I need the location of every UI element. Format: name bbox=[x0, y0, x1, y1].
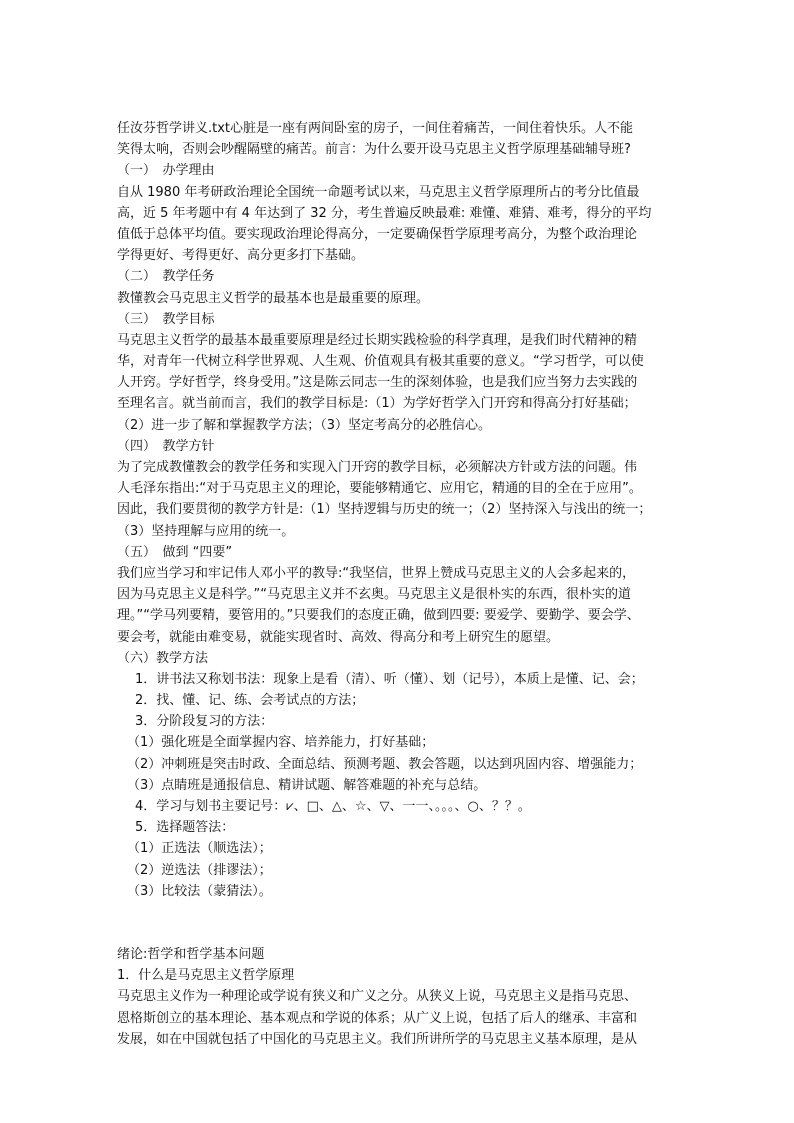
text-line: 理。”“学马列要精，要管用的。”只要我们的态度正确，做到四要: 要爱学、要勤学、要会学、 bbox=[117, 608, 640, 624]
text-line: 马克思主义作为一种理论或学说有狭义和广义之分。从狭义上说，马克思主义是指马克思、 bbox=[117, 989, 638, 1005]
blank-gap bbox=[117, 902, 679, 944]
list-item: 5．选择题答法： bbox=[135, 820, 235, 836]
intro-paragraph bbox=[117, 118, 679, 160]
section-heading: （五） 做到 “四要” bbox=[117, 544, 233, 560]
text-line: 发展，如在中国就包括了中国化的马克思主义。我们所讲所学的马克思主义基本原理，是从 bbox=[117, 1031, 638, 1047]
text-line: 因此，我们要贯彻的教学方针是:（1）坚持逻辑与历史的统一；（2）坚持深入与浅出的统一； bbox=[117, 502, 652, 518]
list-item: （1）强化班是全面掌握内容、培养能力，打好基础； bbox=[127, 735, 435, 751]
section-heading: （四） 教学方针 bbox=[117, 438, 215, 454]
list-item: （2）冲刺班是突击时政、全面总结、预测考题、教会答题，以达到巩固内容、增强能力； bbox=[127, 756, 643, 772]
text-line: 要会考，就能由难变易，就能实现省时、高效、得高分和考上研究生的愿望。 bbox=[117, 629, 560, 645]
section-heading: （三） 教学目标 bbox=[117, 311, 215, 327]
text-line: 值低于总体平均值。要实现政治理论得高分，一定要确保哲学原理考高分，为整个政治理论 bbox=[117, 226, 638, 242]
list-item: （3）比较法（蒙猜法）。 bbox=[127, 883, 272, 899]
text-line: 任汝芬哲学讲义.txt心脏是一座有两间卧室的房子，一间住着痛苦，一间住着快乐。人不能 bbox=[117, 121, 634, 136]
text-line: 我们应当学习和牢记伟人邓小平的教导:“我坚信，世界上赞成马克思主义的人会多起来的， bbox=[117, 565, 636, 581]
section-heading: （六）教学方法 bbox=[117, 650, 209, 666]
list-item: 4．学习与划书主要记号：⩗、□、△、☆、▽、一一、。。。、○、？？。 bbox=[135, 799, 531, 814]
text-line: 因为马克思主义是科学。”“马克思主义并不玄奥。马克思主义是很朴实的东西，很朴实的道 bbox=[117, 587, 631, 603]
text-line: 华，对青年一代树立科学世界观、人生观、价值观具有极其重要的意义。“学习哲学，可以使 bbox=[117, 354, 644, 370]
section-policy bbox=[117, 436, 679, 542]
text-line: 为了完成教懂教会的教学任务和实现入门开窍的教学目标，必须解决方针或方法的问题。伟 bbox=[117, 460, 638, 475]
section-task bbox=[117, 266, 679, 308]
section-introduction bbox=[117, 944, 679, 1050]
section-methods bbox=[117, 648, 679, 902]
list-item: （3）点睛班是通报信息、精讲试题、解答难题的补充与总结。 bbox=[127, 777, 487, 793]
text-line: 恩格斯创立的基本理论、基本观点和学说的体系；从广义上说，包括了后人的继承、丰富和 bbox=[117, 1010, 638, 1026]
text-line: 人毛泽东指出:“对于马克思主义的理论，要能够精通它、应用它，精通的目的全在于应用”。 bbox=[117, 481, 642, 497]
text-line: 笑得太响，否则会吵醒隔壁的痛苦。前言：为什么要开设马克思主义哲学原理基础辅导班? bbox=[117, 142, 631, 158]
text-line: （2）进一步了解和掌握教学方法；（3）坚定考高分的必胜信心。 bbox=[117, 417, 492, 433]
list-item: 2．找、懂、记、练、会考试点的方法； bbox=[135, 693, 365, 709]
text-line: 学得更好、考得更好、高分更多打下基础。 bbox=[117, 248, 365, 264]
section-heading: （二） 教学任务 bbox=[117, 269, 215, 285]
text-line: 自从 1980 年考研政治理论全国统一命题考试以来，马克思主义哲学原理所占的考分比值最 bbox=[117, 184, 640, 200]
text-line: 马克思主义哲学的最基本最重要原理是经过长期实践检验的科学真理，是我们时代精神的精 bbox=[117, 332, 638, 348]
text-line: 教懂教会马克思主义哲学的最基本也是最重要的原理。 bbox=[117, 290, 430, 306]
text-line: 至理名言。就当前而言，我们的教学目标是:（1）为学好哲学入门开窍和得高分打好基础； bbox=[117, 396, 637, 412]
section-heading: 1．什么是马克思主义哲学原理 bbox=[117, 968, 295, 984]
section-reason bbox=[117, 160, 679, 266]
list-item: （2）逆选法（排谬法）； bbox=[127, 862, 272, 878]
list-item: 3．分阶段复习的方法： bbox=[135, 714, 274, 730]
chapter-title: 绪论:哲学和哲学基本问题 bbox=[117, 946, 265, 962]
text-line: 高，近 5 年考题中有 4 年达到了 32 分，考生普遍反映最难: 难懂、难猜、难考，得分的平均 bbox=[117, 205, 652, 221]
section-heading: （一） 办学理由 bbox=[117, 163, 215, 179]
section-goal bbox=[117, 309, 679, 436]
list-item: （1）正选法（顺选法）； bbox=[127, 841, 272, 857]
document-page bbox=[117, 118, 679, 1050]
text-line: （3）坚持理解与应用的统一。 bbox=[117, 523, 295, 539]
text-line: 人开窍。学好哲学，终身受用。”这是陈云同志一生的深刻体验，也是我们应当努力去实践的 bbox=[117, 375, 638, 391]
list-item: 1．讲书法又称划书法：现象上是看（清）、听（懂）、划（记号），本质上是懂、记、会； bbox=[135, 671, 644, 687]
section-four-musts bbox=[117, 542, 679, 648]
